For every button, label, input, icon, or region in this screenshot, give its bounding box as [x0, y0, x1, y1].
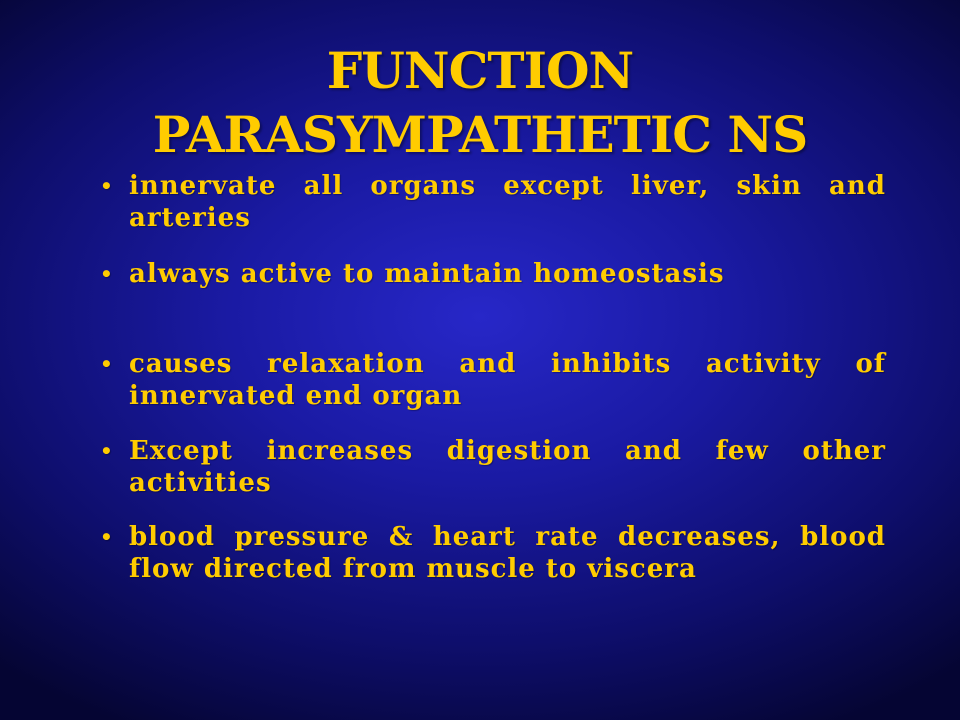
bullet-dot-icon: •: [100, 262, 114, 286]
slide-title-line-1: FUNCTION: [326, 41, 634, 100]
bullet-item: [98, 170, 886, 234]
bullet-text: innervate all organs except liver, skin and arteries: [129, 171, 886, 233]
bullet-dot-icon: •: [100, 352, 114, 376]
bullet-item: [98, 348, 886, 412]
bullet-text: causes relaxation and inhibits activity of innervated end organ: [129, 349, 886, 411]
bullet-text: blood pressure & heart rate decreases, blood flow directed from muscle to viscera: [129, 522, 886, 584]
bullet-item: [98, 521, 886, 585]
bullet-dot-icon: •: [100, 439, 114, 463]
slide-title-line-2: PARASYMPATHETIC NS: [152, 105, 808, 164]
bullet-text: always active to maintain homeostasis: [129, 259, 725, 289]
bullet-list: [98, 170, 886, 585]
bullet-item: [98, 258, 886, 290]
bullet-dot-icon: •: [100, 525, 114, 549]
bullet-item: [98, 435, 886, 499]
bullet-text: Except increases digestion and few other activities: [129, 436, 886, 498]
bullet-dot-icon: •: [100, 174, 114, 198]
